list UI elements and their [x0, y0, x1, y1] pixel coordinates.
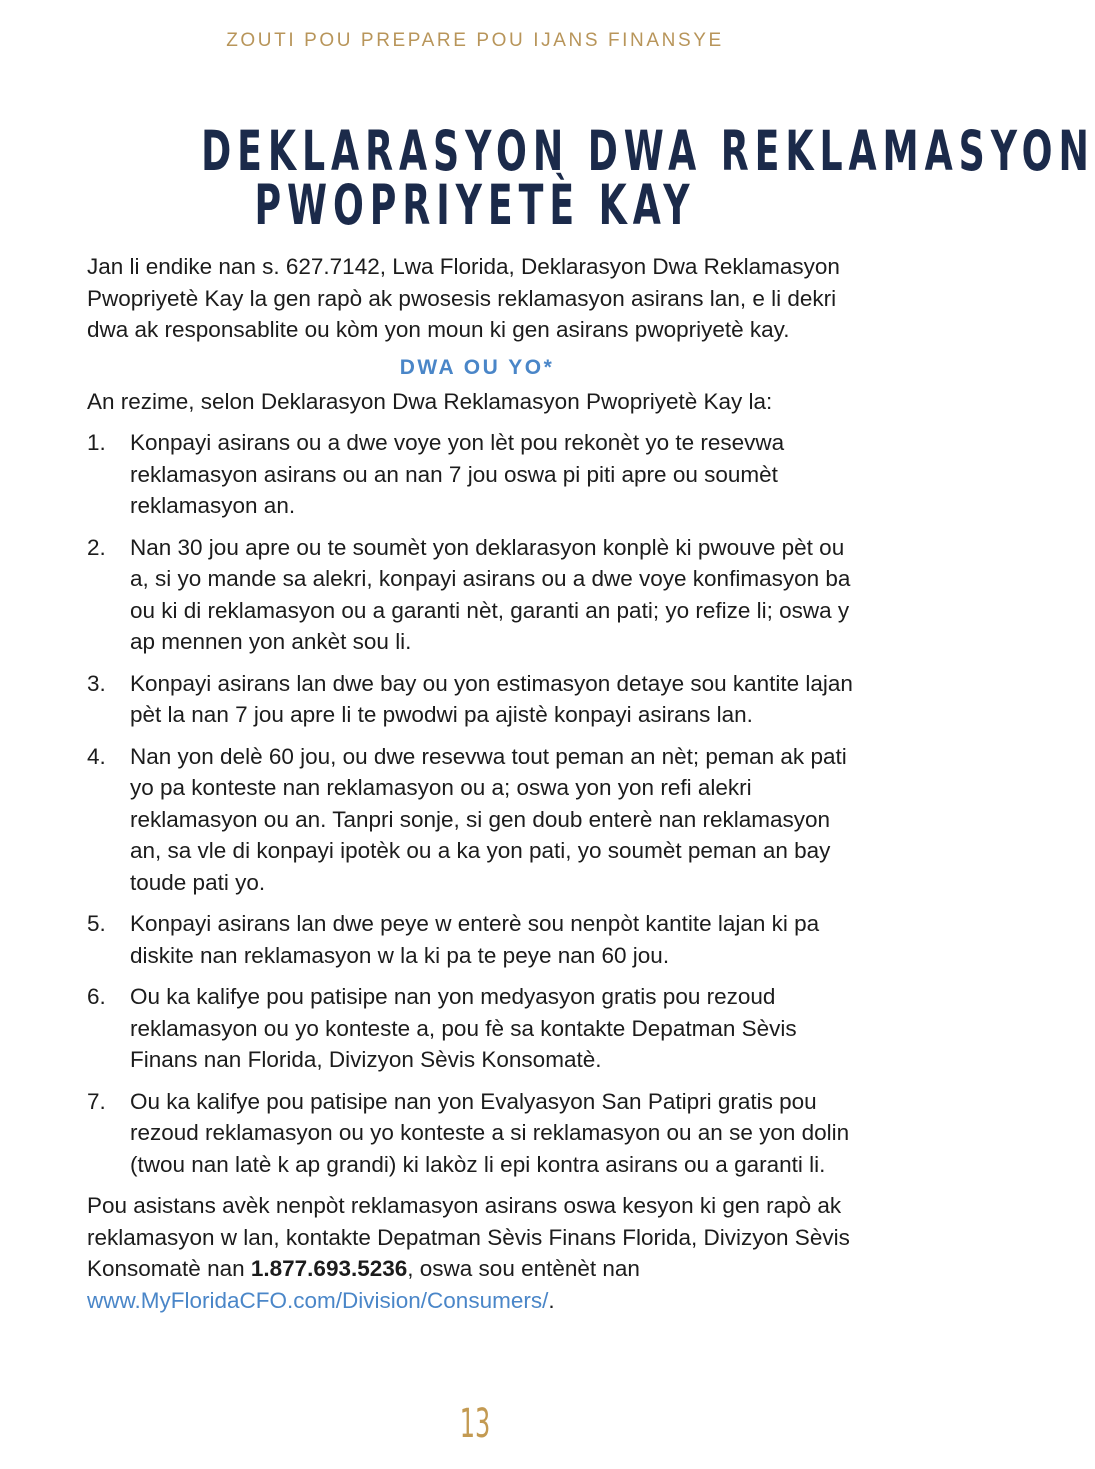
- list-item: [87, 908, 867, 971]
- list-item-number: 7.: [87, 1088, 106, 1114]
- intro-paragraph: Jan li endike nan s. 627.7142, Lwa Florida, Deklarasyon Dwa Reklamasyon Pwopriyetè Kay la gen rapò ak pwosesis reklamasyon asirans lan, e li dekri dwa ak responsablite ou kòm yon moun ki gen asirans pwopriyetè kay.: [87, 254, 840, 342]
- section-header: ZOUTI POU PREPARE POU IJANS FINANSYE: [226, 30, 724, 51]
- list-item-text: Konpayi asirans lan dwe peye w enterè sou nenpòt kantite lajan ki pa diskite nan reklamasyon w la ki pa te peye nan 60 jou.: [130, 911, 820, 968]
- closing-paragraph: [87, 1190, 867, 1316]
- list-item-number: 3.: [87, 670, 106, 696]
- closing-text: Pou asistans avèk nenpòt reklamasyon asirans oswa kesyon ki gen rapò ak reklamasyon w lan, kontakte Depatman Sèvis Finans Florida, Divizyon Sèvis Konsomatè nan: [87, 1193, 850, 1281]
- list-item-number: 6.: [87, 984, 106, 1009]
- list-item-text: Ou ka kalifye pou patisipe nan yon medyasyon gratis pou rezoud reklamasyon ou yo konteste a, pou fè sa kontakte Depatman Sèvis Finans nan Florida, Divizyon Sèvis Konsomatè.: [130, 984, 797, 1072]
- phone-number: 1.877.693.5236: [250, 1256, 408, 1281]
- list-item-text: Konpayi asirans ou a dwe voye yon lèt pou rekonèt yo te resevwa reklamasyon asirans ou an nan 7 jou oswa pi piti apre ou soumèt reklamasyon an.: [130, 430, 785, 518]
- list-item-text: Konpayi asirans lan dwe bay ou yon estimasyon detaye sou kantite lajan pèt la nan 7 jou apre li te pwodwi pa ajistè konpayi asirans lan.: [130, 670, 853, 727]
- page-title-line-2: PWOPRIYETÈ KAY: [254, 173, 696, 237]
- list-item: [87, 668, 867, 731]
- page-title: [201, 119, 1095, 237]
- closing-end: .: [548, 1287, 555, 1313]
- list-item-text: Ou ka kalifye pou patisipe nan yon Evalyasyon San Patipri gratis pou rezoud reklamasyon ou yo konteste a si reklamasyon ou an se yon dolin (twou nan latè k ap grandi) ki lakòz li epi kontra asirans ou a garanti li.: [130, 1088, 850, 1177]
- list-item-text: Nan yon delè 60 jou, ou dwe resevwa tout peman an nèt; peman ak pati yo pa konteste nan reklamasyon ou a; oswa yon yon refi alekri reklamasyon ou an. Tanpri sonje, si gen doub enterè nan reklamasyon an, sa vle di konpayi ipotèk ou a ka yon pati, yo soumèt peman an bay toude pati yo.: [130, 743, 847, 895]
- list-item-number: 5.: [87, 911, 106, 936]
- list-item: [87, 427, 867, 522]
- main-content: [87, 251, 867, 1316]
- page-title-line-1: DEKLARASYON DWA REKLAMASYON: [201, 119, 1095, 183]
- page-number: 13: [459, 1401, 491, 1447]
- list-item-number: 1.: [87, 430, 106, 455]
- list-item: [87, 532, 867, 658]
- list-item: [87, 1086, 867, 1181]
- list-item-text: Nan 30 jou apre ou te soumèt yon deklarasyon konplè ki pwouve pèt ou a, si yo mande sa alekri, konpayi asirans ou a dwe voye konfimasyon ba ou ki di reklamasyon ou a garanti nèt, garanti an pati; yo refize li; oswa y ap mennen yon ankèt sou li.: [130, 534, 851, 654]
- closing-text-2: , oswa sou entènèt nan: [407, 1256, 640, 1281]
- consumers-link[interactable]: www.MyFloridaCFO.com/Division/Consumers/: [87, 1287, 549, 1313]
- list-item-number: 4.: [87, 743, 106, 769]
- list-item-number: 2.: [87, 534, 106, 560]
- rights-heading: DWA OU YO*: [399, 355, 555, 379]
- list-item: [87, 741, 867, 899]
- list-item: [87, 981, 867, 1076]
- rights-lead: An rezime, selon Deklarasyon Dwa Reklamasyon Pwopriyetè Kay la:: [87, 388, 773, 414]
- rights-list: [87, 427, 867, 1180]
